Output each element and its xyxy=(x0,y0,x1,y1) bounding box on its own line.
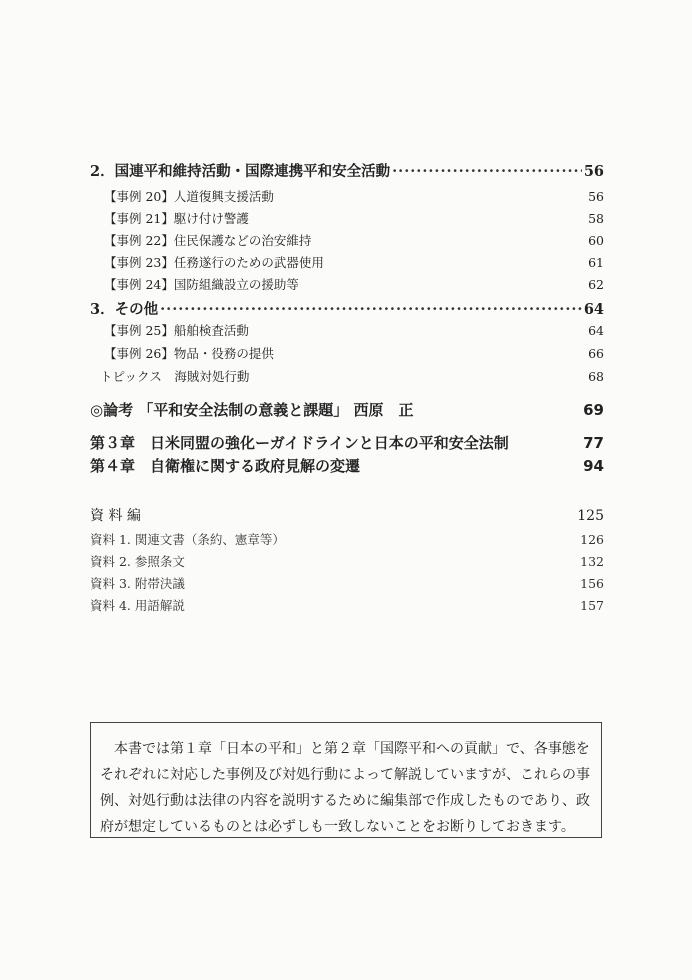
appendix-item-title: 資料 4. 用語解説 xyxy=(90,598,185,613)
appendix-title: 資 料 編 xyxy=(90,508,141,524)
appendix-item-title: 資料 3. 附帯決議 xyxy=(90,576,185,591)
essay-title: ◎論考 「平和安全法制の意義と課題」 西原 正 xyxy=(90,401,414,419)
page-number: 64 xyxy=(583,301,604,318)
disclaimer-box xyxy=(90,722,602,838)
page-number: 69 xyxy=(583,401,604,419)
toc-entry[interactable] xyxy=(104,321,604,339)
entry-title: トピックス 海賊対処行動 xyxy=(100,369,250,384)
chapter-title: 第４章 自衛権に関する政府見解の変遷 xyxy=(90,457,361,475)
page-number: 156 xyxy=(580,576,604,591)
toc-chapter-3[interactable] xyxy=(90,432,604,453)
toc-entry[interactable] xyxy=(104,344,604,362)
toc-chapter-4[interactable] xyxy=(90,455,604,476)
page-number: 77 xyxy=(583,434,604,452)
toc-appendix[interactable] xyxy=(90,505,604,525)
section-title: 2．国連平和維持活動・国際連携平和安全活動 xyxy=(90,163,391,180)
page-number: 68 xyxy=(588,369,604,384)
entry-title: 【事例 23】任務遂行のための武器使用 xyxy=(104,255,324,270)
toc-section-3[interactable] xyxy=(90,298,604,319)
page-number: 132 xyxy=(580,554,604,569)
page-number: 157 xyxy=(580,598,604,613)
page-number: 66 xyxy=(588,346,604,361)
toc-entry[interactable] xyxy=(104,187,604,205)
page-number: 125 xyxy=(577,508,604,524)
page-number: 58 xyxy=(588,211,604,226)
page-number: 56 xyxy=(588,189,604,204)
appendix-item-title: 資料 1. 関連文書（条約、憲章等） xyxy=(90,532,285,547)
entry-title: 【事例 25】船舶検査活動 xyxy=(104,323,249,338)
disclaimer-text: 本書では第１章「日本の平和」と第２章「国際平和への貢献」で、各事態をそれぞれに対応した事例及び対処行動によって解説していますが、これらの事例、対処行動は法律の内容を説明するために編集部で作成したものであり、政府が想定しているものとは必ずしも一致しないことをお断りしておきます。 xyxy=(100,741,590,835)
entry-title: 【事例 22】住民保護などの治安維持 xyxy=(104,233,312,248)
toc-appendix-item[interactable] xyxy=(90,552,604,570)
leader-dots xyxy=(160,301,582,318)
toc-essay[interactable] xyxy=(90,399,604,420)
toc-entry[interactable] xyxy=(100,367,604,385)
page-number: 64 xyxy=(588,323,604,338)
toc-appendix-item[interactable] xyxy=(90,596,604,614)
toc-section-2[interactable] xyxy=(90,160,604,181)
entry-title: 【事例 20】人道復興支援活動 xyxy=(104,189,274,204)
toc-entry[interactable] xyxy=(104,253,604,271)
page-number: 94 xyxy=(583,457,604,475)
section-title: 3．その他 xyxy=(90,301,159,318)
page-number: 61 xyxy=(588,255,604,270)
entry-title: 【事例 24】国防組織設立の援助等 xyxy=(104,277,299,292)
entry-title: 【事例 26】物品・役務の提供 xyxy=(104,346,274,361)
page-number: 62 xyxy=(588,277,604,292)
toc-appendix-item[interactable] xyxy=(90,530,604,548)
page-number: 126 xyxy=(580,532,604,547)
leader-dots xyxy=(392,163,582,180)
toc-entry[interactable] xyxy=(104,209,604,227)
toc-entry[interactable] xyxy=(104,231,604,249)
toc-entry[interactable] xyxy=(104,275,604,293)
toc-appendix-item[interactable] xyxy=(90,574,604,592)
chapter-title: 第３章 日米同盟の強化ーガイドラインと日本の平和安全法制 xyxy=(90,434,509,452)
page-number: 60 xyxy=(588,233,604,248)
page-number: 56 xyxy=(583,163,604,180)
appendix-item-title: 資料 2. 参照条文 xyxy=(90,554,185,569)
entry-title: 【事例 21】駆け付け警護 xyxy=(104,211,249,226)
